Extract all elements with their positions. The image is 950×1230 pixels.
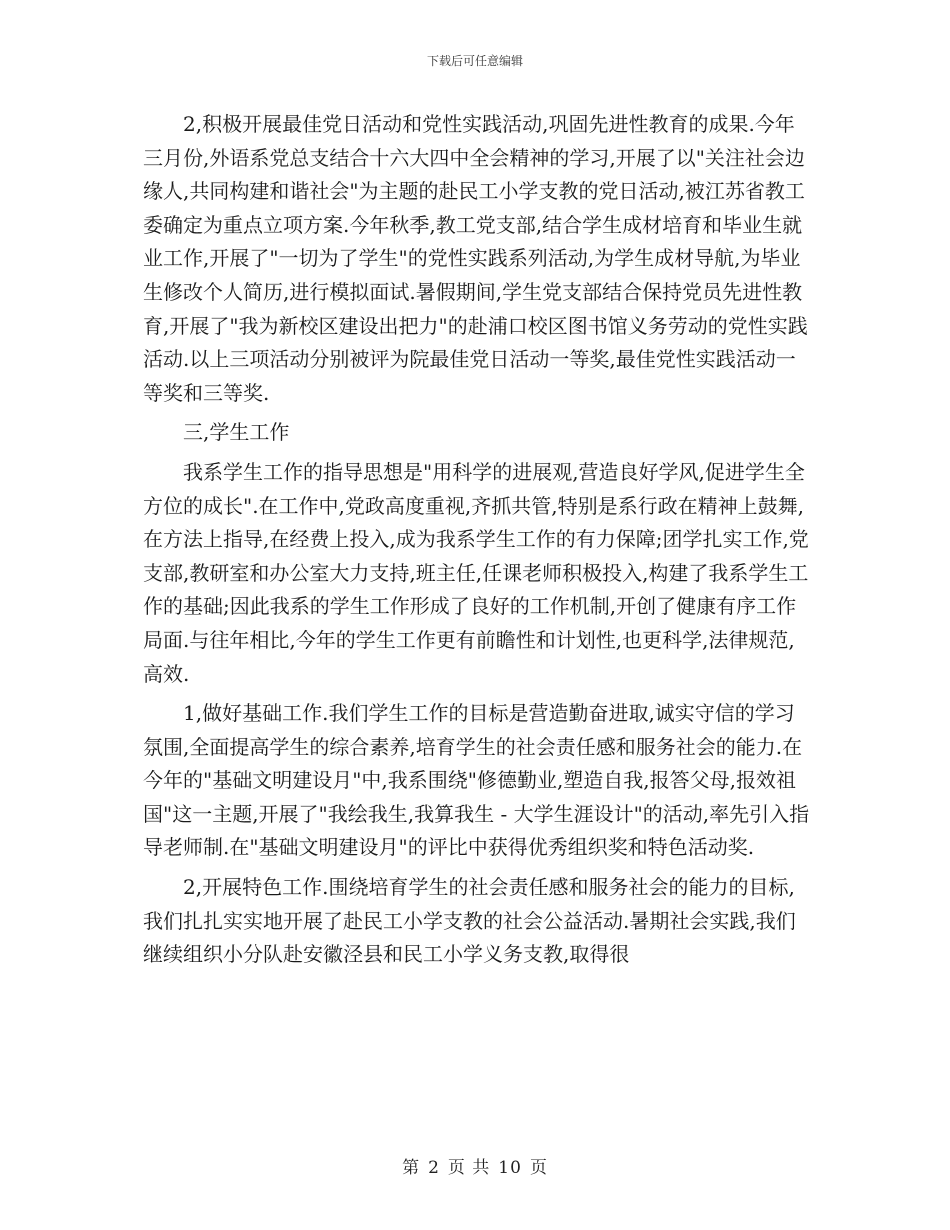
paragraph-basic-work: 1,做好基础工作.我们学生工作的目标是营造勤奋进取,诚实守信的学习氛围,全面提高学生的综合素养,培育学生的社会责任感和服务社会的能力.在今年的"基础文明建设月"中,我系围绕"修德勤业,塑造自我,报答父母,报效祖国"这一主题,开展了"我绘我生,我算我生 - 大学生涯设计"的活动,率先引入指导老师制.在"基础文明建设月"的评比中获得优秀组织奖和特色活动奖. — [143, 701, 810, 860]
document-body — [143, 108, 811, 972]
page-footer — [0, 1153, 950, 1178]
footer-prefix: 第 — [402, 1158, 421, 1178]
page-header: 下载后可任意编辑 — [426, 54, 523, 68]
paragraph-party-activities: 2,积极开展最佳党日活动和党性实践活动,巩固先进性教育的成果.今年三月份,外语系党总支结合十六大四中全会精神的学习,开展了以"关注社会边缘人,共同构建和谐社会"为主题的赴民工小学支教的党日活动,被江苏省教工委确定为重点立项方案.今年秋季,教工党支部,结合学生成材培育和毕业生就业工作,开展了"一切为了学生"的党性实践系列活动,为学生成材导航,为毕业生修改个人简历,进行模拟面试.暑假期间,学生党支部结合保持党员先进性教育,开展了"我为新校区建设出把力"的赴浦口校区图书馆义务劳动的党性实践活动.以上三项活动分别被评为院最佳党日活动一等奖,最佳党性实践活动一等奖和三等奖. — [143, 112, 808, 405]
paragraph-student-work-guideline: 我系学生工作的指导思想是"用科学的进展观,营造良好学风,促进学生全方位的成长".在工作中,党政高度重视,齐抓共管,特别是系行政在精神上鼓舞,在方法上指导,在经费上投入,成为我系学生工作的有力保障;团学扎实工作,党支部,教研室和办公室大力支持,班主任,任课老师积极投入,构建了我系学生工作的基础;因此我系的学生工作形成了良好的工作机制,开创了健康有序工作局面.与往年相比,今年的学生工作更有前瞻性和计划性,也更科学,法律规范,高效. — [143, 459, 809, 686]
paragraph-special-work: 2,开展特色工作.围绕培育学生的社会责任感和服务社会的能力的目标,我们扎扎实实地开展了赴民工小学支教的社会公益活动.暑期社会实践,我们继续组织小分队赴安徽泾县和民工小学义务支教,取得很 — [143, 875, 796, 967]
footer-suffix: 页 — [529, 1158, 548, 1178]
section-heading-student-work: 三,学生工作 — [183, 420, 290, 445]
footer-total-pages: 10 — [498, 1158, 522, 1178]
footer-middle: 页 共 — [447, 1158, 491, 1178]
footer-page-number: 2 — [428, 1158, 440, 1178]
